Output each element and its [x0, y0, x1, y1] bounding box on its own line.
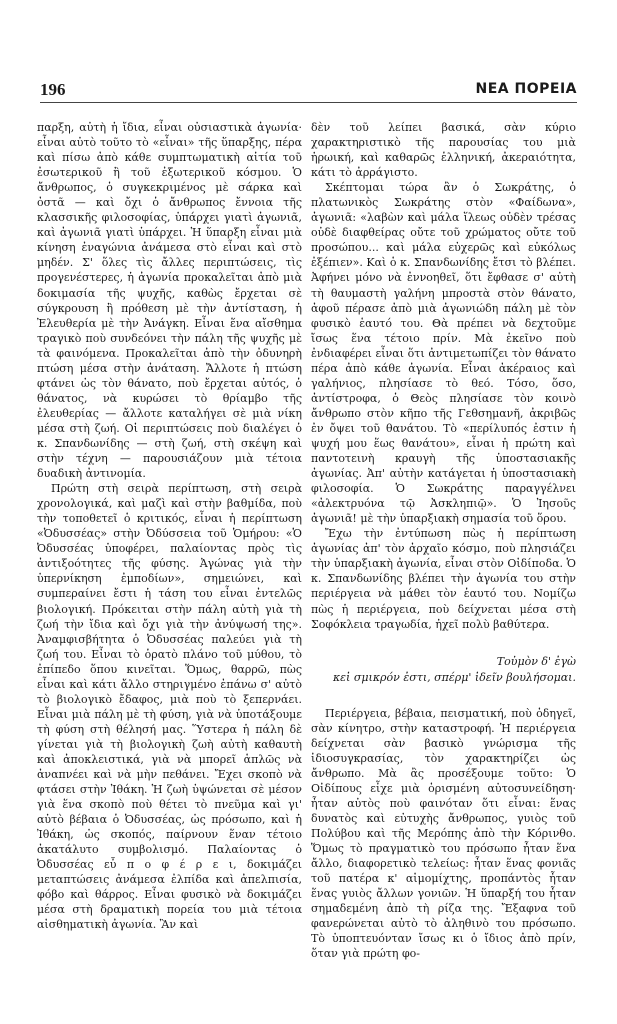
running-head: ΝΕΑ ΠΟΡΕΙΑ	[475, 81, 577, 97]
page-number: 196	[40, 80, 66, 99]
epigraph-line: Τοὐμὸν δ' ἐγὼ	[496, 654, 576, 668]
paragraph: Ἔχω τὴν ἐντύπωση πὼς ἡ περίπτωση ἀγωνίας ἀπ' τὸν ἀρχαῖο κόσμο, ποὺ πλησιάζει τὴν ὑπαρξιακὴ ἀγωνία, εἶναι στὸν Οἰδίποδα. Ὁ κ. Σπανδωνίδης βλέπει τὴν ἀγωνία του στὴν περιέργεια νὰ μάθει τὸν ἑαυτό του. Νομίζω πὼς ἡ περιέργεια, ποὺ δείχνεται μέσα στὴ Σοφόκλεια τραγωδία, ἠχεῖ πολὺ βαθύτερα.	[311, 527, 576, 631]
page-header	[40, 80, 577, 103]
right-column	[311, 120, 576, 961]
epigraph-line: κεἰ σμικρόν ἐστι, σπέρμ' ἰδεῖν βουλήσομαι.	[332, 670, 576, 684]
paragraph: δὲν τοῦ λείπει βασικά, σὰν κύριο χαρακτηριστικὸ τῆς παρουσίας του μιὰ ἡρωική, καὶ καθαρῶς ἑλληνική, ἀκεραιότητα, κάτι τὸ ἀρράγιστο.	[311, 121, 576, 180]
left-column	[37, 120, 302, 933]
epigraph-quote	[311, 654, 576, 686]
paragraph: παρξη, αὐτὴ ἡ ἴδια, εἶναι οὐσιαστικὰ ἀγωνία· εἶναι αὐτὸ τοῦτο τὸ «εἶναι» τῆς ὕπαρξης, πέρα καὶ πίσω ἀπὸ κάθε συμπτωματικὴ αἰτία τοῦ ἐσωτερικοῦ ἢ τοῦ ἐξωτερικοῦ κόσμου. Ὁ ἄνθρωπος, ὁ συγκεκριμένος μὲ σάρκα καὶ ὀστᾶ — καὶ ὄχι ὁ ἄνθρωπος ἔννοια τῆς κλασσικῆς φιλοσοφίας, ὑπάρχει γιατὶ ἀγωνιᾶ, καὶ ἀγωνιᾶ γιατὶ ὑπάρχει. Ἡ ὕπαρξη εἶναι μιὰ κίνηση ἐναγώνια ἀνάμεσα στὸ εἶναι καὶ στὸ μηδέν. Σ' ὅλες τὶς ἄλλες περιπτώσεις, τὶς προγενέστερες, ἡ ἀγωνία προκαλεῖται ἀπὸ μιὰ δοκιμασία τῆς ψυχῆς, καθὼς ἔρχεται σὲ σύγκρουση ἢ πρόθεση μὲ τὴν ἀντίσταση, ἡ Ἐλευθερία μὲ τὴν Ἀνάγκη. Εἶναι ἕνα αἴσθημα τραγικὸ ποὺ συνδεόνει τὴν πάλη τῆς ψυχῆς μὲ τὰ φαινόμενα. Προκαλεῖται ἀπὸ τὴν ὀδυνηρὴ πτώση μέσα στὴν ἀνάταση. Ἄλλοτε ἡ πτώση φτάνει ὡς τὸν θάνατο, ποὺ ἔρχεται αὐτός, ὁ θάνατος, νὰ κυρώσει τὸ θρίαμβο τῆς ἐλευθερίας — ἄλλοτε καταλήγει σὲ μιὰ νίκη μέσα στὴ ζωή. Οἱ περιπτώσεις ποὺ διαλέγει ὁ κ. Σπανδωνίδης — στὴ ζωή, στὴ σκέψη καὶ στὴν τέχνη — παρουσιάζουν μιὰ τέτοια δυαδικὴ ἀντινομία.	[37, 121, 302, 481]
paragraph: Πρώτη στὴ σειρὰ περίπτωση, στὴ σειρὰ χρονολογικά, καὶ μαζὶ καὶ στὴν βαθμίδα, ποὺ τὴν τοποθετεῖ ὁ κριτικός, εἶναι ἡ περίπτωση «Ὀδυσσέας» στὴν Ὀδύσσεια τοῦ Ὁμήρου: «Ὁ Ὀδυσσέας ὑποφέρει, παλαίοντας πρὸς τὶς ἀντιξοότητες τῆς φύσης. Ἀγώνας γιὰ τὴν ὑπερνίκηση ἐμποδίων», σημειώνει, καὶ συμπεραίνει ἔστι ἡ τάση του εἶναι ἐντελῶς βιολογική. Πρόκειται στὴν πάλη αὐτὴ γιὰ τὴ ζωή τὴν ἴδια καὶ ὄχι γιὰ τὴν ἀνύψωσή της». Ἀναμφισβήτητα ὁ Ὀδυσσέας παλεύει γιὰ τὴ ζωή του. Εἶναι τὸ ὁρατὸ πλάνο τοῦ μύθου, τὸ ἐπίπεδο ὅπου κινεῖται. Ὅμως, θαρρῶ, πὼς εἶναι καὶ κάτι ἄλλο στηριγμένο ἐπάνω σ' αὐτὸ τὸ βιολογικὸ ἔδαφος, μιὰ ποὺ τὸ ξεπερνάει. Εἶναι μιὰ πάλη μὲ τὴ φύση, γιὰ νὰ ὑποτάξουμε τὴ φύση στὴ θέλησή μας. Ὕστερα ἡ πάλη δὲ γίνεται γιὰ τὴ βιολογικὴ ζωὴ αὐτὴ καθαυτὴ καὶ ἀποκλειστικά, γιὰ νὰ μπορεῖ ἁπλῶς νὰ ἀναπνέει καὶ νὰ μὴν πεθάνει. Ἔχει σκοπὸ νὰ φτάσει στὴν Ἰθάκη. Ἡ ζωὴ ὑψώνεται σὲ μέσον γιὰ ἕνα σκοπὸ ποὺ θέτει τὸ πνεῦμα καὶ γι' αὐτὸ βέβαια ὁ Ὀδυσσέας, ὡς πρόσωπο, καὶ ἡ Ἰθάκη, ὡς σκοπός, παίρνουν ἕναν τέτοιο ἀκατάλυτο συμβολισμό. Παλαίοντας ὁ Ὀδυσσέας εὖ π ο φ έ ρ ε ι, δοκιμάζει μεταπτώσεις ἀνάμεσα ἐλπίδα καὶ ἀπελπισία, φόβο καὶ θάρρος. Εἶναι φυσικὸ νὰ δοκιμάζει μέσα στὴ δραματικὴ πορεία του μιὰ τέτοια αἰσθηματικὴ ἀγωνία. Ἂν καὶ	[37, 482, 302, 932]
paragraph: Περιέργεια, βέβαια, πεισματική, ποὺ ὁδηγεῖ, σὰν κίνητρο, στὴν καταστροφή. Ἡ περιέργεια δείχνεται σὰν βασικὸ γνώρισμα τῆς ἰδιοσυγκρασίας, τὸν χαρακτηρίζει ὡς ἄνθρωπο. Μὰ ἂς προσέξουμε τοῦτο: Ὁ Οἰδίπους εἶχε μιὰ ὁρισμένη αὐτοσυνείδηση· ἦταν αὐτὸς ποὺ φαινόταν ὅτι εἶναι: ἕνας δυνατὸς καὶ εὐτυχὴς ἄνθρωπος, γυιὸς τοῦ Πολύβου καὶ τῆς Μερόπης ἀπὸ τὴν Κόρινθο. Ὅμως τὸ πραγματικὸ του πρόσωπο ἦταν ἕνα ἄλλο, διαφορετικὸ τελείως: ἦταν ἕνας φονιᾶς τοῦ πατέρα κ' αἱμομίχτης, προπάντὸς ἦταν ἕνας γυιὸς ἄλλων γονιῶν. Ἡ ὕπαρξή του ἦταν σημαδεμένη ἀπὸ τὴ ρίζα της. Ἔξαφνα τοῦ φανερώνεται αὐτὸ τὸ ἀληθινὸ του πρόσωπο. Τὸ ὑποπτευόνταν ἴσως κι ὁ ἴδιος ἀπὸ πρίν, ὅταν γιὰ πρώτη φο-	[311, 706, 576, 961]
paragraph: Σκέπτομαι τώρα ἂν ὁ Σωκράτης, ὁ πλατωνικὸς Σωκράτης στὸν «Φαίδωνα», ἀγωνιᾶ: «λαβὼν καὶ μάλα ἵλεως οὐδὲν τρέσας οὐδὲ διαφθείρας οὔτε τοῦ χρώματος οὔτε τοῦ προσώπου... καὶ μάλα εὐχερῶς καὶ εὐκόλως ἐξέπιεν». Καὶ ὁ κ. Σπανδωνίδης ἔτσι τὸ βλέπει. Ἀφήνει μόνο νὰ ἐννοηθεῖ, ὅτι ἔφθασε σ' αὐτὴ τὴ θαυμαστὴ γαλήνη μπροστὰ στὸν θάνατο, ἀφοῦ πέρασε ἀπὸ μιὰ ἀγωνιώδη πάλη μὲ τὸν φυσικὸ ἑαυτό του. Θὰ πρέπει νὰ δεχτοῦμε ἴσως ἕνα τέτοιο πρίν. Μὰ ἐκεῖνο ποὺ ἐνδιαφέρει εἶναι ὅτι ἀντιμετωπίζει τὸν θάνατο πέρα ἀπὸ κάθε ἀγωνία. Εἶναι ἀκέραιος καὶ γαλήνιος, πλησίασε τὸ θεό. Τόσο, ὅσο, ἀντίστροφα, ὁ Θεὸς πλησίασε τὸν κοινὸ ἄνθρωπο στὸν κῆπο τῆς Γεθσημανῆ, ἀκριβῶς ἐν ὄψει τοῦ θανάτου. Τὸ «περίλυπός ἐστιν ἡ ψυχή μου ἕως θανάτου», εἶναι ἡ πρώτη καὶ παντοτεινὴ κραυγὴ τῆς ὑποστασιακῆς ἀγωνίας. Ἀπ' αὐτὴν κατάγεται ἡ ὑποστασιακὴ φιλοσοφία. Ὁ Σωκράτης παραγγέλνει «ἀλεκτρυόνα τῷ Ἀσκληπιῷ». Ὁ Ἰησοῦς ἀγωνιᾶ! μὲ τὴν ὑπαρξιακὴ σημασία τοῦ ὅρου.	[311, 181, 576, 526]
